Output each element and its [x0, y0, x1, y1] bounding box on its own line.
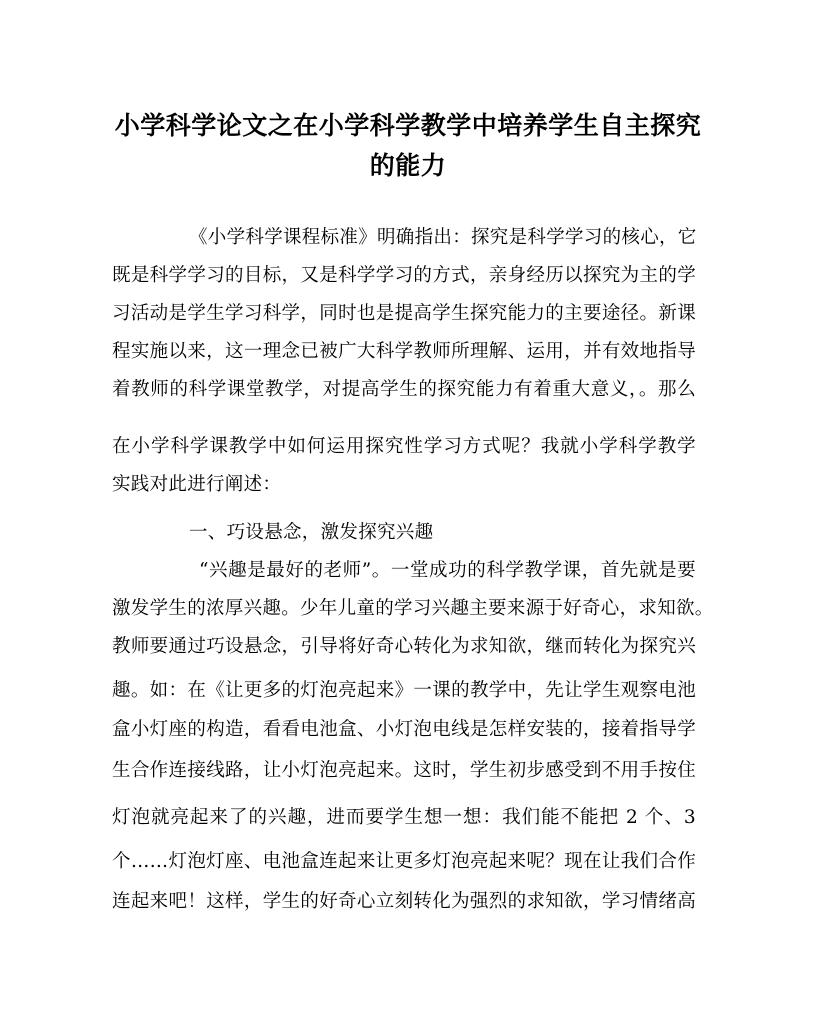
- paragraph-2-line-3: 教师要通过巧设悬念，引导将好奇心转化为求知欲，继而转化为探究兴: [112, 636, 696, 657]
- section-heading-1: 一、巧设悬念，激发探究兴趣: [189, 522, 434, 543]
- paragraph-2-line-1: “兴趣是最好的老师”。一堂成功的科学教学课，首先就是要: [199, 560, 696, 581]
- paragraph-2-line-5: 盒小灯座的构造，看看电池盒、小灯泡电线是怎样安装的，接着指导学: [112, 719, 696, 740]
- paragraph-2-line-4: 趣。如：在《让更多的灯泡亮起来》一课的教学中，先让学生观察电池: [112, 680, 696, 701]
- document-title-line-1: 小学科学论文之在小学科学教学中培养学生自主探究: [114, 111, 702, 140]
- paragraph-1-line-4: 程实施以来，这一理念已被广大科学教师所理解、运用，并有效地指导: [112, 341, 696, 362]
- paragraph-2-line-6: 生合作连接线路，让小灯泡亮起来。这时，学生初步感受到不用手按住: [112, 760, 696, 781]
- paragraph-2-line-7: 灯泡就亮起来了的兴趣，进而要学生想一想：我们能不能把 2 个、3: [112, 807, 696, 828]
- paragraph-1-line-3: 习活动是学生学习科学，同时也是提高学生探究能力的主要途径。新课: [112, 303, 696, 324]
- document-title-line-2: 的能力: [369, 151, 447, 180]
- paragraph-2-line-2: 激发学生的浓厚兴趣。少年儿童的学习兴趣主要来源于好奇心，求知欲。: [112, 598, 714, 619]
- paragraph-1-line-1: 《小学科学课程标准》明确指出：探究是科学学习的核心，它: [189, 227, 697, 248]
- paragraph-1-line-6: 在小学科学课教学中如何运用探究性学习方式呢？我就小学科学教学: [112, 436, 696, 457]
- paragraph-2-line-8: 个……灯泡灯座、电池盒连起来让更多灯泡亮起来呢？现在让我们合作: [112, 851, 696, 872]
- paragraph-2-line-9: 连起来吧！这样，学生的好奇心立刻转化为强烈的求知欲，学习情绪高: [112, 891, 696, 912]
- paragraph-1-line-2: 既是科学学习的目标，又是科学学习的方式，亲身经历以探究为主的学: [112, 265, 696, 286]
- paragraph-1-line-7: 实践对此进行阐述：: [112, 474, 282, 495]
- paragraph-1-line-5: 着教师的科学课堂教学，对提高学生的探究能力有着重大意义，。那么: [112, 379, 696, 400]
